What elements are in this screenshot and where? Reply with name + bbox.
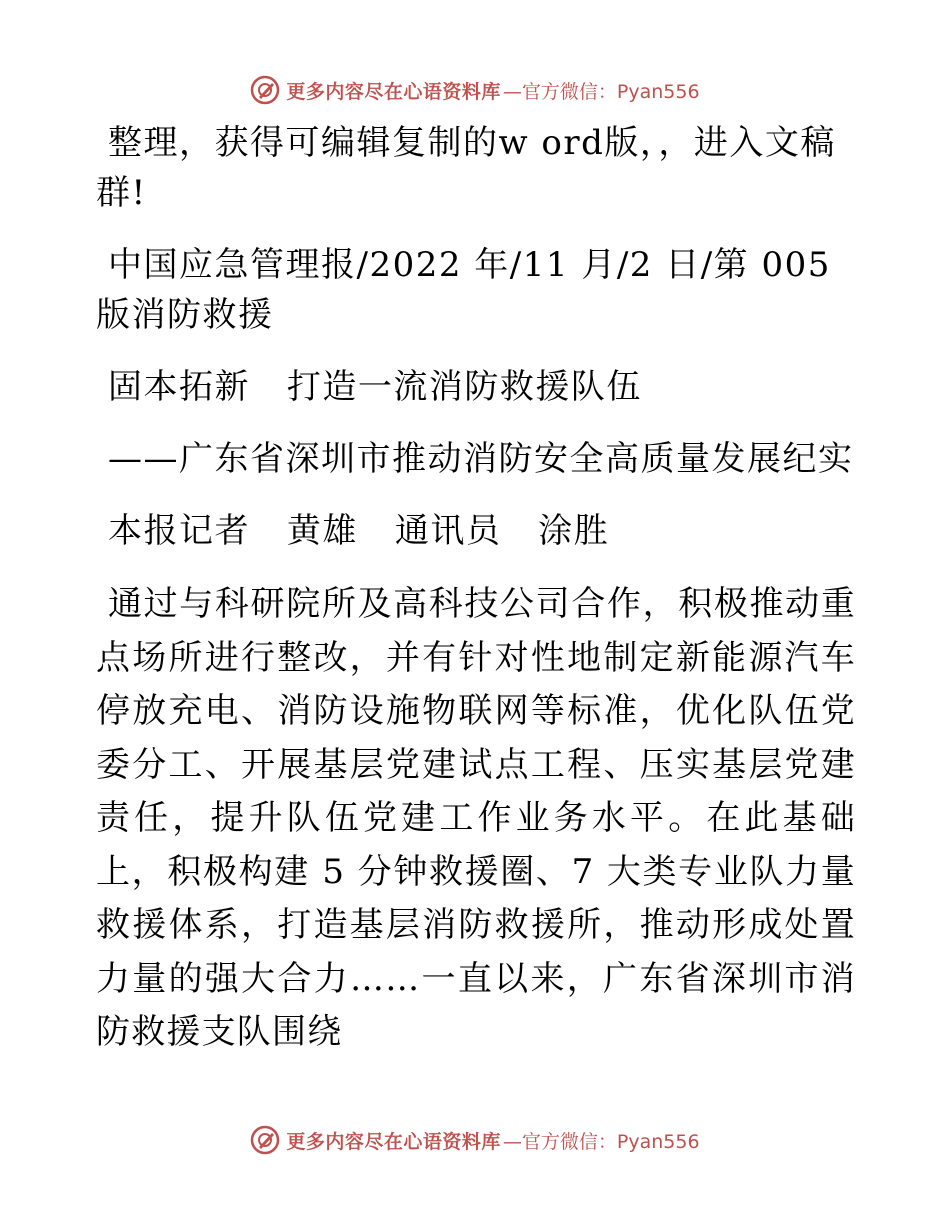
byline: 本报记者 黄雄 通讯员 涂胜 bbox=[108, 511, 610, 551]
intro-paragraph: 整理，获得可编辑复制的w ord版，，进入文稿群! bbox=[96, 123, 836, 213]
article-title: 固本拓新 打造一流消防救援队伍 bbox=[108, 367, 642, 407]
red-pen-logo-icon bbox=[250, 75, 280, 105]
body-paragraph: 通过与科研院所及高科技公司合作，积极推动重点场所进行整改，并有针对性地制定新能源汽车停放充电、消防设施物联网等标准，优化队伍党委分工、开展基层党建试点工程、压实基层党建责任，提升队伍党建工作业务水平。在此基础上，积极构建 5 分钟救援圈、7 大类专业队力量救援体系，打造基层消防救援所，推动形成处置力量的强大合力……一直以来，广东省深圳市消防救援支队围绕 bbox=[96, 584, 856, 1052]
watermark-text: 更多内容尽在心语资料库 bbox=[286, 1130, 501, 1153]
red-pen-logo-icon bbox=[250, 1125, 280, 1155]
header-watermark bbox=[0, 70, 950, 110]
source-line: 中国应急管理报/2022 年/11 月/2 日/第 005 版消防救援 bbox=[96, 245, 831, 335]
watermark-text: 更多内容尽在心语资料库 bbox=[286, 80, 501, 103]
article-subtitle: ——广东省深圳市推动消防安全高质量发展纪实 bbox=[108, 439, 854, 479]
document-body bbox=[96, 118, 856, 1082]
watermark-contact: —官方微信：Pyan556 bbox=[502, 80, 700, 103]
watermark-contact: —官方微信：Pyan556 bbox=[502, 1130, 700, 1153]
footer-watermark bbox=[0, 1120, 950, 1160]
